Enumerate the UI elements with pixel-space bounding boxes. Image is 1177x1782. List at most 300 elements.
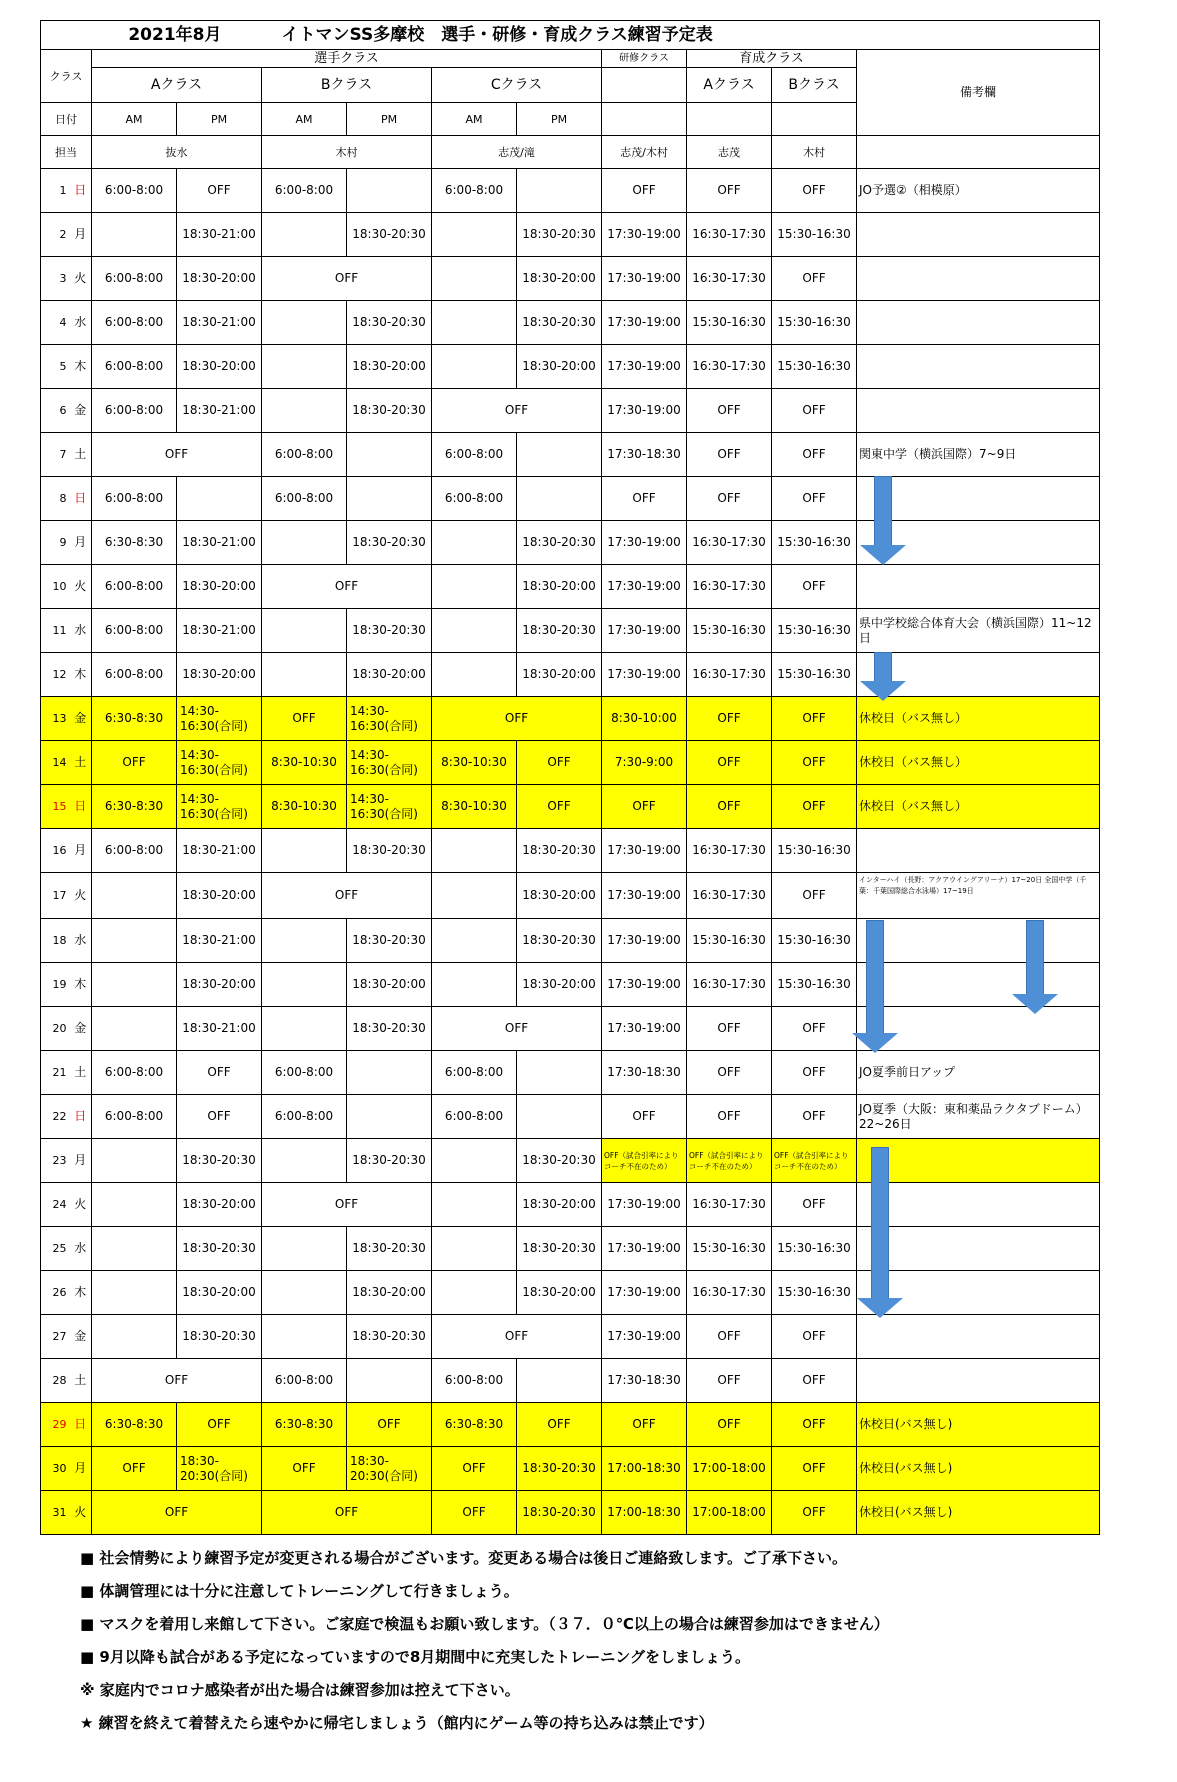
- day-number: 24: [41, 1183, 70, 1227]
- notes-cell: [857, 257, 1100, 301]
- a-class-am: 6:00-8:00: [92, 1051, 177, 1095]
- a-class-pm: OFF: [177, 169, 262, 213]
- ikusei-a-class-label: Aクラス: [687, 68, 772, 103]
- c-class-am: OFF: [432, 1491, 517, 1535]
- period-arrow-icon: [1012, 920, 1058, 1013]
- schedule-row: [41, 433, 1100, 477]
- schedule-row: [41, 873, 1100, 919]
- schedule-row: [41, 741, 1100, 785]
- day-number: 12: [41, 653, 70, 697]
- notes-cell: [857, 829, 1100, 873]
- schedule-row: [41, 1227, 1100, 1271]
- kenshu-slot: OFF（試合引率によりコーチ不在のため）: [602, 1139, 687, 1183]
- ikusei-a-slot: 17:00-18:00: [687, 1447, 772, 1491]
- b-class-am: 6:00-8:00: [262, 1359, 347, 1403]
- day-number: 20: [41, 1007, 70, 1051]
- b-class-am: 6:30-8:30: [262, 1403, 347, 1447]
- a-class-pm: 18:30-20:00: [177, 1271, 262, 1315]
- b-class-am: [262, 653, 347, 697]
- c-class-am: [432, 873, 517, 919]
- kenshu-slot: OFF: [602, 785, 687, 829]
- ikusei-a-slot: 16:30-17:30: [687, 565, 772, 609]
- kenshu-time-label: [602, 103, 687, 136]
- c-class-am: [432, 653, 517, 697]
- b-class-pm: 18:30-20:30: [347, 829, 432, 873]
- weekday: 金: [70, 697, 92, 741]
- a-class-am: 6:00-8:00: [92, 1095, 177, 1139]
- a-class-am: 6:30-8:30: [92, 1403, 177, 1447]
- kenshu-slot: 17:30-18:30: [602, 1359, 687, 1403]
- b-class-am: [262, 1315, 347, 1359]
- ikusei-b-slot: 15:30-16:30: [772, 829, 857, 873]
- b-class-am: [262, 1007, 347, 1051]
- b-class-am: [262, 963, 347, 1007]
- practice-schedule-table: [40, 20, 1100, 1535]
- a-class-am: [92, 1315, 177, 1359]
- c-class-am: [432, 213, 517, 257]
- schedule-row: [41, 919, 1100, 963]
- kenshu-slot: 17:30-19:00: [602, 213, 687, 257]
- a-class-am: 6:00-8:00: [92, 829, 177, 873]
- ikusei-b-slot: 15:30-16:30: [772, 345, 857, 389]
- notes-cell: 休校日（バス無し）: [857, 785, 1100, 829]
- b-class-am: OFF: [262, 1447, 347, 1491]
- ikusei-b-slot: OFF: [772, 1007, 857, 1051]
- c-class-pm: 18:30-20:30: [517, 829, 602, 873]
- weekday: 日: [70, 477, 92, 521]
- c-class-am: [432, 1139, 517, 1183]
- a-class-pm: OFF: [177, 1095, 262, 1139]
- c-class-am: 6:00-8:00: [432, 1359, 517, 1403]
- c-class-am: OFF: [432, 1447, 517, 1491]
- schedule-row: [41, 1359, 1100, 1403]
- kenshu-slot: 17:30-19:00: [602, 345, 687, 389]
- a-class-pm: 14:30-16:30(合同): [177, 785, 262, 829]
- schedule-row: [41, 565, 1100, 609]
- b-class-am: 8:30-10:30: [262, 741, 347, 785]
- a-class-label: Aクラス: [92, 68, 262, 103]
- schedule-row: [41, 1447, 1100, 1491]
- notes-cell: 関東中学（横浜国際）7~9日: [857, 433, 1100, 477]
- a-class-pm: 14:30-16:30(合同): [177, 741, 262, 785]
- a-class-am: [92, 213, 177, 257]
- schedule-row: [41, 697, 1100, 741]
- ikusei-b-class-label: Bクラス: [772, 68, 857, 103]
- weekday: 土: [70, 1051, 92, 1095]
- c-class-pm: 18:30-20:30: [517, 1491, 602, 1535]
- notes-cell: [857, 345, 1100, 389]
- weekday: 日: [70, 1095, 92, 1139]
- c-class-am: [432, 1227, 517, 1271]
- ikusei-a-slot: 16:30-17:30: [687, 873, 772, 919]
- kenshu-slot: 17:30-19:00: [602, 873, 687, 919]
- ikusei-b-slot: 15:30-16:30: [772, 963, 857, 1007]
- c-class-slot: OFF: [432, 1007, 602, 1051]
- a-class-pm: 18:30-20:30: [177, 1227, 262, 1271]
- a-class-pm: 18:30-20:00: [177, 653, 262, 697]
- c-class-pm: 18:30-20:00: [517, 653, 602, 697]
- c-class-pm: 18:30-20:00: [517, 1183, 602, 1227]
- notes-cell: JO夏季前日アップ: [857, 1051, 1100, 1095]
- ikusei-b-slot: OFF: [772, 785, 857, 829]
- kenshu-slot: 17:30-19:00: [602, 565, 687, 609]
- b-class-pm: 18:30-20:00: [347, 963, 432, 1007]
- ikusei-a-slot: 16:30-17:30: [687, 963, 772, 1007]
- schedule-row: [41, 963, 1100, 1007]
- ikusei-b-slot: OFF: [772, 1403, 857, 1447]
- a-class-pm: 18:30-20:00: [177, 565, 262, 609]
- weekday: 月: [70, 213, 92, 257]
- schedule-row: [41, 477, 1100, 521]
- b-class-am: [262, 301, 347, 345]
- kenshu-slot: OFF: [602, 477, 687, 521]
- weekday: 木: [70, 963, 92, 1007]
- notes-cell: [857, 389, 1100, 433]
- kenshu-slot: OFF: [602, 169, 687, 213]
- ikusei-a-slot: 15:30-16:30: [687, 1227, 772, 1271]
- day-number: 17: [41, 873, 70, 919]
- weekday: 水: [70, 609, 92, 653]
- schedule-row: [41, 785, 1100, 829]
- ikusei-a-slot: 16:30-17:30: [687, 653, 772, 697]
- ikusei-a-slot: 16:30-17:30: [687, 1271, 772, 1315]
- ikusei-b-slot: 15:30-16:30: [772, 301, 857, 345]
- a-class-am: 6:00-8:00: [92, 477, 177, 521]
- schedule-row: [41, 1051, 1100, 1095]
- weekday: 火: [70, 1183, 92, 1227]
- weekday: 土: [70, 741, 92, 785]
- a-class-pm: 18:30-20:00: [177, 257, 262, 301]
- c-class-am: [432, 919, 517, 963]
- b-class-pm: 18:30-20:30: [347, 1139, 432, 1183]
- ikusei-a-slot: OFF: [687, 477, 772, 521]
- a-class-pm: 18:30-20:00: [177, 1183, 262, 1227]
- kenshu-slot: 17:30-19:00: [602, 389, 687, 433]
- c-class-am: [432, 1183, 517, 1227]
- notice-item: ■ 社会情勢により練習予定が変更される場合がございます。変更ある場合は後日ご連絡致します。ご了承下さい。: [80, 1549, 847, 1567]
- c-class-am: 8:30-10:30: [432, 741, 517, 785]
- a-class-pm: 18:30-21:00: [177, 521, 262, 565]
- ikusei-a-slot: 16:30-17:30: [687, 521, 772, 565]
- a-class-pm: 18:30-21:00: [177, 919, 262, 963]
- a-class-am: [92, 1139, 177, 1183]
- weekday: 金: [70, 1315, 92, 1359]
- a-class-am: [92, 1271, 177, 1315]
- schedule-row: [41, 829, 1100, 873]
- weekday: 土: [70, 1359, 92, 1403]
- kenshu-slot: 17:30-19:00: [602, 653, 687, 697]
- c-class-pm: [517, 1359, 602, 1403]
- day-number: 13: [41, 697, 70, 741]
- a-class-pm: OFF: [177, 1051, 262, 1095]
- ikusei-b-slot: OFF: [772, 565, 857, 609]
- ikusei-a-slot: 16:30-17:30: [687, 257, 772, 301]
- c-class-am: [432, 565, 517, 609]
- ikusei-b-slot: OFF: [772, 1051, 857, 1095]
- c-class-am: [432, 1271, 517, 1315]
- ikusei-a-slot: OFF: [687, 1403, 772, 1447]
- b-class-am: [262, 829, 347, 873]
- a-class-pm: [177, 477, 262, 521]
- staff-label: 担当: [41, 136, 92, 169]
- notice-item: ■ マスクを着用し来館して下さい。ご家庭で検温もお願い致します。（３７．０℃以上の場合は練習参加はできません）: [80, 1615, 889, 1633]
- c-class-am: 6:00-8:00: [432, 169, 517, 213]
- ikusei-a-slot: OFF: [687, 433, 772, 477]
- ikusei-a-slot: OFF: [687, 697, 772, 741]
- ikusei-a-slot: 16:30-17:30: [687, 213, 772, 257]
- period-arrow-icon: [860, 652, 906, 700]
- ikusei-a-slot: 16:30-17:30: [687, 345, 772, 389]
- header-staff-row: [41, 136, 1100, 169]
- ikusei-b-slot: OFF: [772, 169, 857, 213]
- b-class-am: [262, 213, 347, 257]
- a-class-am: OFF: [92, 1447, 177, 1491]
- schedule-row: [41, 653, 1100, 697]
- schedule-row: [41, 1271, 1100, 1315]
- ikusei-a-slot: OFF: [687, 1095, 772, 1139]
- c-class-pm: [517, 433, 602, 477]
- ikusei-a-slot: OFF（試合引率によりコーチ不在のため）: [687, 1139, 772, 1183]
- weekday: 土: [70, 433, 92, 477]
- c-class-am: [432, 301, 517, 345]
- b-class-pm: 18:30-20:30: [347, 521, 432, 565]
- a-class-am: 6:00-8:00: [92, 345, 177, 389]
- day-number: 11: [41, 609, 70, 653]
- notes-cell: JO予選②（相模原）: [857, 169, 1100, 213]
- a-class-am: 6:00-8:00: [92, 169, 177, 213]
- notes-header: 備考欄: [857, 50, 1100, 136]
- notice-list: [80, 1542, 889, 1740]
- ikusei-a-slot: OFF: [687, 1359, 772, 1403]
- b-class-slot: OFF: [262, 873, 432, 919]
- a-class-am: 6:00-8:00: [92, 389, 177, 433]
- b-class-slot: OFF: [262, 565, 432, 609]
- staff-ikusei-a: 志茂: [687, 136, 772, 169]
- c-class-slot: OFF: [432, 389, 602, 433]
- kenshu-slot: 17:30-19:00: [602, 609, 687, 653]
- b-class-am: [262, 521, 347, 565]
- a-class-am: [92, 1007, 177, 1051]
- title-row: [41, 21, 1100, 50]
- b-class-pm: 14:30-16:30(合同): [347, 741, 432, 785]
- b-class-am: [262, 1139, 347, 1183]
- b-class-pm: 18:30-20:30: [347, 919, 432, 963]
- a-class-am: 6:00-8:00: [92, 609, 177, 653]
- b-class-am: 6:00-8:00: [262, 1095, 347, 1139]
- a-class-pm: 18:30-20:30(合同): [177, 1447, 262, 1491]
- a-class-am: 6:30-8:30: [92, 521, 177, 565]
- kenshu-slot: 17:30-19:00: [602, 301, 687, 345]
- a-class-am: [92, 1183, 177, 1227]
- c-class-am: 6:30-8:30: [432, 1403, 517, 1447]
- schedule-row: [41, 1139, 1100, 1183]
- a-class-slot: OFF: [92, 433, 262, 477]
- kenshu-slot: 17:30-19:00: [602, 829, 687, 873]
- c-class-pm: OFF: [517, 785, 602, 829]
- ikusei-a-slot: 17:00-18:00: [687, 1491, 772, 1535]
- c-class-pm: 18:30-20:30: [517, 301, 602, 345]
- day-number: 29: [41, 1403, 70, 1447]
- notes-cell: [857, 565, 1100, 609]
- schedule-row: [41, 1491, 1100, 1535]
- notice-item: ※ 家庭内でコロナ感染者が出た場合は練習参加は控えて下さい。: [80, 1681, 520, 1699]
- b-class-am: OFF: [262, 697, 347, 741]
- b-class-pm: [347, 169, 432, 213]
- kenshu-slot: 17:00-18:30: [602, 1447, 687, 1491]
- period-arrow-icon: [852, 920, 898, 1052]
- a-class-am: 6:00-8:00: [92, 257, 177, 301]
- a-pm-label: PM: [177, 103, 262, 136]
- period-arrow-icon: [860, 476, 906, 564]
- kenshu-slot: 17:30-19:00: [602, 1183, 687, 1227]
- ikusei-a-slot: 15:30-16:30: [687, 609, 772, 653]
- schedule-row: [41, 389, 1100, 433]
- notice-item: ■ 体調管理には十分に注意してトレーニングして行きましょう。: [80, 1582, 519, 1600]
- c-class-am: [432, 345, 517, 389]
- c-class-am: [432, 257, 517, 301]
- schedule-row: [41, 1315, 1100, 1359]
- a-class-pm: 18:30-21:00: [177, 609, 262, 653]
- weekday: 木: [70, 1271, 92, 1315]
- a-class-pm: 18:30-21:00: [177, 301, 262, 345]
- day-number: 5: [41, 345, 70, 389]
- a-class-am: 6:00-8:00: [92, 301, 177, 345]
- b-pm-label: PM: [347, 103, 432, 136]
- day-number: 15: [41, 785, 70, 829]
- b-class-pm: 18:30-20:30: [347, 609, 432, 653]
- ikusei-b-slot: OFF: [772, 873, 857, 919]
- day-number: 3: [41, 257, 70, 301]
- schedule-row: [41, 1183, 1100, 1227]
- kenshu-slot: 8:30-10:00: [602, 697, 687, 741]
- c-class-pm: 18:30-20:00: [517, 565, 602, 609]
- a-class-pm: 18:30-20:00: [177, 345, 262, 389]
- c-class-am: [432, 963, 517, 1007]
- c-class-pm: 18:30-20:30: [517, 919, 602, 963]
- kenshu-slot: 17:30-18:30: [602, 1051, 687, 1095]
- ikusei-a-slot: OFF: [687, 1007, 772, 1051]
- schedule-row: [41, 169, 1100, 213]
- a-am-label: AM: [92, 103, 177, 136]
- ikusei-a-slot: OFF: [687, 169, 772, 213]
- weekday: 月: [70, 1447, 92, 1491]
- kenshu-slot: OFF: [602, 1095, 687, 1139]
- weekday: 火: [70, 565, 92, 609]
- c-class-pm: 18:30-20:00: [517, 873, 602, 919]
- b-class-pm: [347, 1051, 432, 1095]
- c-class-pm: 18:30-20:00: [517, 345, 602, 389]
- schedule-row: [41, 213, 1100, 257]
- c-class-am: [432, 829, 517, 873]
- day-number: 7: [41, 433, 70, 477]
- a-class-slot: OFF: [92, 1491, 262, 1535]
- b-class-pm: 18:30-20:30(合同): [347, 1447, 432, 1491]
- a-class-pm: 18:30-20:30: [177, 1315, 262, 1359]
- c-class-slot: OFF: [432, 1315, 602, 1359]
- ikusei-b-slot: OFF: [772, 1491, 857, 1535]
- ikusei-b-slot: OFF: [772, 1315, 857, 1359]
- ikusei-b-slot: OFF: [772, 389, 857, 433]
- notes-cell: [857, 1315, 1100, 1359]
- kenshu-slot: 17:30-19:00: [602, 919, 687, 963]
- schedule-row: [41, 301, 1100, 345]
- c-class-pm: 18:30-20:00: [517, 257, 602, 301]
- a-class-am: [92, 963, 177, 1007]
- c-class-am: 6:00-8:00: [432, 433, 517, 477]
- b-class-pm: 18:30-20:00: [347, 345, 432, 389]
- notes-cell: JO夏季（大阪：東和薬品ラクタブドーム）22~26日: [857, 1095, 1100, 1139]
- b-class-am: 6:00-8:00: [262, 477, 347, 521]
- group-ikusei: 育成クラス: [687, 50, 857, 68]
- day-number: 22: [41, 1095, 70, 1139]
- group-senshu: 選手クラス: [92, 50, 602, 68]
- b-class-am: 6:00-8:00: [262, 433, 347, 477]
- a-class-pm: 18:30-21:00: [177, 213, 262, 257]
- a-class-am: [92, 1227, 177, 1271]
- a-class-pm: 14:30-16:30(合同): [177, 697, 262, 741]
- weekday: 水: [70, 1227, 92, 1271]
- day-number: 1: [41, 169, 70, 213]
- schedule-row: [41, 609, 1100, 653]
- day-number: 21: [41, 1051, 70, 1095]
- ikusei-b-slot: OFF: [772, 1359, 857, 1403]
- weekday: 火: [70, 1491, 92, 1535]
- b-class-pm: 18:30-20:30: [347, 1315, 432, 1359]
- c-am-label: AM: [432, 103, 517, 136]
- a-class-am: 6:30-8:30: [92, 785, 177, 829]
- schedule-row: [41, 1007, 1100, 1051]
- b-class-pm: 18:30-20:30: [347, 301, 432, 345]
- b-class-am: 6:00-8:00: [262, 1051, 347, 1095]
- ikusei-b-slot: OFF: [772, 1447, 857, 1491]
- c-pm-label: PM: [517, 103, 602, 136]
- c-class-pm: 18:30-20:00: [517, 963, 602, 1007]
- c-class-pm: [517, 169, 602, 213]
- ikusei-b-slot: 15:30-16:30: [772, 609, 857, 653]
- ikusei-a-time-label: [687, 103, 772, 136]
- b-class-pm: 14:30-16:30(合同): [347, 697, 432, 741]
- kenshu-slot: 17:30-19:00: [602, 1315, 687, 1359]
- a-class-pm: 18:30-20:30: [177, 1139, 262, 1183]
- b-class-pm: 14:30-16:30(合同): [347, 785, 432, 829]
- c-class-am: 8:30-10:30: [432, 785, 517, 829]
- notes-cell: 休校日（バス無し）: [857, 697, 1100, 741]
- ikusei-a-slot: OFF: [687, 1315, 772, 1359]
- day-number: 4: [41, 301, 70, 345]
- weekday: 金: [70, 1007, 92, 1051]
- b-class-pm: 18:30-20:30: [347, 1007, 432, 1051]
- day-number: 26: [41, 1271, 70, 1315]
- day-number: 28: [41, 1359, 70, 1403]
- ikusei-b-slot: 15:30-16:30: [772, 653, 857, 697]
- b-class-am: [262, 389, 347, 433]
- a-class-am: OFF: [92, 741, 177, 785]
- staff-a: 抜水: [92, 136, 262, 169]
- weekday: 日: [70, 785, 92, 829]
- day-number: 10: [41, 565, 70, 609]
- ikusei-b-slot: OFF: [772, 1183, 857, 1227]
- ikusei-b-slot: OFF: [772, 1095, 857, 1139]
- header-group-row: [41, 50, 1100, 68]
- c-class-slot: OFF: [432, 697, 602, 741]
- group-kenshu: 研修クラス: [602, 50, 687, 68]
- a-class-slot: OFF: [92, 1359, 262, 1403]
- c-class-am: [432, 609, 517, 653]
- b-class-pm: [347, 1359, 432, 1403]
- ikusei-a-slot: OFF: [687, 1051, 772, 1095]
- ikusei-b-slot: 15:30-16:30: [772, 919, 857, 963]
- schedule-row: [41, 521, 1100, 565]
